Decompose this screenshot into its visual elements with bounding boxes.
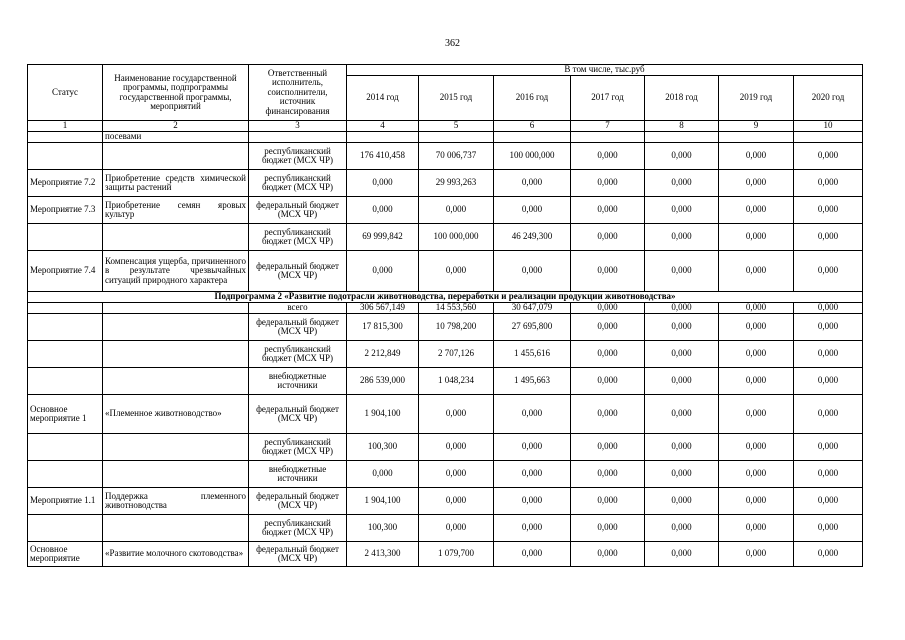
value-cell (719, 132, 794, 143)
name-cell (103, 143, 249, 170)
name-cell (103, 368, 249, 395)
value-cell: 2 212,849 (347, 341, 419, 368)
table-row (28, 197, 863, 224)
column-number: 7 (571, 121, 645, 132)
value-cell: 0,000 (794, 488, 863, 515)
value-cell: 0,000 (794, 314, 863, 341)
table-row (28, 251, 863, 292)
value-cell: 0,000 (719, 251, 794, 292)
budget-table (27, 64, 863, 567)
name-cell (103, 341, 249, 368)
status-cell (28, 341, 103, 368)
value-cell: 0,000 (719, 395, 794, 434)
value-cell: 0,000 (571, 170, 645, 197)
column-number: 3 (249, 121, 347, 132)
value-cell: 0,000 (794, 224, 863, 251)
value-cell: 0,000 (347, 461, 419, 488)
value-cell: 0,000 (645, 542, 719, 567)
value-cell: 30 647,079 (494, 303, 571, 314)
value-cell: 0,000 (645, 224, 719, 251)
column-number: 8 (645, 121, 719, 132)
source-cell: федеральный бюджет (МСХ ЧР) (249, 314, 347, 341)
value-cell: 1 079,700 (419, 542, 494, 567)
header-year: 2018 год (645, 76, 719, 121)
table-row (28, 488, 863, 515)
value-cell (645, 132, 719, 143)
table-row (28, 434, 863, 461)
value-cell: 0,000 (494, 170, 571, 197)
column-number: 2 (103, 121, 249, 132)
status-cell (28, 515, 103, 542)
value-cell: 100,300 (347, 515, 419, 542)
status-cell: Мероприятие 1.1 (28, 488, 103, 515)
value-cell: 1 495,663 (494, 368, 571, 395)
value-cell (571, 132, 645, 143)
value-cell: 0,000 (645, 368, 719, 395)
value-cell: 1 904,100 (347, 488, 419, 515)
value-cell: 70 006,737 (419, 143, 494, 170)
name-cell (103, 434, 249, 461)
name-cell: посевами (103, 132, 249, 143)
column-number: 4 (347, 121, 419, 132)
header-responsible: Ответственный исполнитель, соисполнители, источник финансирования (249, 65, 347, 121)
value-cell: 0,000 (571, 197, 645, 224)
value-cell: 14 553,560 (419, 303, 494, 314)
status-cell (28, 461, 103, 488)
header-year: 2020 год (794, 76, 863, 121)
value-cell: 0,000 (719, 224, 794, 251)
value-cell: 0,000 (571, 224, 645, 251)
value-cell: 0,000 (419, 515, 494, 542)
value-cell: 0,000 (571, 314, 645, 341)
table-row (28, 303, 863, 314)
page-number: 362 (445, 38, 460, 49)
value-cell: 176 410,458 (347, 143, 419, 170)
value-cell: 0,000 (571, 434, 645, 461)
value-cell: 0,000 (794, 303, 863, 314)
header-name: Наименование государственной программы, подпрограммы государственной программы, мероприятий (103, 65, 249, 121)
source-cell: федеральный бюджет (МСХ ЧР) (249, 251, 347, 292)
value-cell: 0,000 (794, 197, 863, 224)
value-cell: 0,000 (794, 368, 863, 395)
value-cell: 306 567,149 (347, 303, 419, 314)
value-cell: 0,000 (719, 542, 794, 567)
value-cell: 0,000 (494, 197, 571, 224)
value-cell: 0,000 (645, 434, 719, 461)
value-cell: 0,000 (645, 197, 719, 224)
source-cell: федеральный бюджет (МСХ ЧР) (249, 488, 347, 515)
value-cell: 0,000 (645, 303, 719, 314)
name-cell (103, 224, 249, 251)
value-cell: 0,000 (719, 515, 794, 542)
table-row (28, 143, 863, 170)
value-cell: 0,000 (794, 434, 863, 461)
value-cell: 0,000 (794, 143, 863, 170)
source-cell: республиканский бюджет (МСХ ЧР) (249, 341, 347, 368)
table-row (28, 395, 863, 434)
status-cell (28, 132, 103, 143)
status-cell: Мероприятие 7.2 (28, 170, 103, 197)
name-cell: «Развитие молочного скотоводства» (103, 542, 249, 567)
value-cell: 0,000 (347, 170, 419, 197)
value-cell: 0,000 (719, 488, 794, 515)
value-cell: 1 455,616 (494, 341, 571, 368)
value-cell: 0,000 (719, 303, 794, 314)
value-cell: 0,000 (419, 395, 494, 434)
source-cell (249, 132, 347, 143)
name-cell (103, 461, 249, 488)
value-cell: 0,000 (571, 143, 645, 170)
table-row (28, 341, 863, 368)
value-cell: 0,000 (419, 251, 494, 292)
value-cell: 0,000 (645, 461, 719, 488)
source-cell: республиканский бюджет (МСХ ЧР) (249, 143, 347, 170)
name-cell (103, 303, 249, 314)
value-cell: 0,000 (571, 341, 645, 368)
column-number: 6 (494, 121, 571, 132)
value-cell: 0,000 (794, 251, 863, 292)
name-cell: Поддержка племенного животноводства (103, 488, 249, 515)
value-cell: 1 904,100 (347, 395, 419, 434)
status-cell (28, 314, 103, 341)
value-cell: 0,000 (494, 434, 571, 461)
value-cell: 286 539,000 (347, 368, 419, 395)
value-cell: 0,000 (419, 461, 494, 488)
value-cell: 100,300 (347, 434, 419, 461)
value-cell: 0,000 (719, 197, 794, 224)
value-cell: 0,000 (494, 515, 571, 542)
value-cell: 0,000 (571, 488, 645, 515)
value-cell (347, 132, 419, 143)
value-cell: 17 815,300 (347, 314, 419, 341)
source-cell: республиканский бюджет (МСХ ЧР) (249, 170, 347, 197)
value-cell: 0,000 (719, 434, 794, 461)
value-cell: 0,000 (794, 515, 863, 542)
value-cell: 0,000 (645, 314, 719, 341)
status-cell (28, 368, 103, 395)
source-cell: республиканский бюджет (МСХ ЧР) (249, 224, 347, 251)
value-cell: 46 249,300 (494, 224, 571, 251)
table-row (28, 368, 863, 395)
name-cell: Компенсация ущерба, причиненного в результате чрезвычайных ситуаций природного характера (103, 251, 249, 292)
source-cell: всего (249, 303, 347, 314)
source-cell: внебюджетные источники (249, 461, 347, 488)
column-number: 5 (419, 121, 494, 132)
value-cell: 0,000 (494, 251, 571, 292)
column-numbers-row (28, 121, 863, 132)
value-cell: 69 999,842 (347, 224, 419, 251)
value-cell: 0,000 (419, 488, 494, 515)
value-cell: 0,000 (494, 488, 571, 515)
value-cell: 0,000 (571, 542, 645, 567)
value-cell (794, 132, 863, 143)
status-cell (28, 224, 103, 251)
status-cell: Мероприятие 7.3 (28, 197, 103, 224)
value-cell: 1 048,234 (419, 368, 494, 395)
subprogram-title: Подпрограмма 2 «Развитие подотрасли животноводства, переработки и реализации продукции животноводства» (28, 292, 863, 303)
table-row (28, 461, 863, 488)
value-cell: 0,000 (794, 542, 863, 567)
value-cell: 0,000 (419, 434, 494, 461)
value-cell: 0,000 (571, 461, 645, 488)
value-cell: 0,000 (719, 461, 794, 488)
value-cell: 0,000 (494, 542, 571, 567)
subprogram-row (28, 292, 863, 303)
value-cell: 29 993,263 (419, 170, 494, 197)
value-cell: 0,000 (419, 197, 494, 224)
header-row (28, 65, 863, 76)
value-cell: 2 413,300 (347, 542, 419, 567)
status-cell: Основное мероприятие 1 (28, 395, 103, 434)
value-cell: 2 707,126 (419, 341, 494, 368)
status-cell (28, 303, 103, 314)
source-cell: внебюджетные источники (249, 368, 347, 395)
value-cell: 0,000 (794, 395, 863, 434)
name-cell (103, 515, 249, 542)
value-cell (419, 132, 494, 143)
value-cell: 27 695,800 (494, 314, 571, 341)
value-cell: 100 000,000 (494, 143, 571, 170)
table-row (28, 314, 863, 341)
source-cell: республиканский бюджет (МСХ ЧР) (249, 515, 347, 542)
value-cell: 0,000 (645, 143, 719, 170)
column-number: 10 (794, 121, 863, 132)
source-cell: федеральный бюджет (МСХ ЧР) (249, 197, 347, 224)
value-cell: 0,000 (571, 368, 645, 395)
name-cell: «Племенное животноводство» (103, 395, 249, 434)
header-year: 2019 год (719, 76, 794, 121)
column-number: 9 (719, 121, 794, 132)
value-cell: 0,000 (794, 170, 863, 197)
header-year: 2015 год (419, 76, 494, 121)
value-cell: 100 000,000 (419, 224, 494, 251)
value-cell: 0,000 (645, 170, 719, 197)
value-cell: 0,000 (794, 461, 863, 488)
value-cell: 0,000 (571, 303, 645, 314)
header-including: В том числе, тыс.руб (347, 65, 863, 76)
value-cell: 0,000 (571, 395, 645, 434)
value-cell (494, 132, 571, 143)
table-row (28, 170, 863, 197)
table-row (28, 515, 863, 542)
header-year: 2014 год (347, 76, 419, 121)
value-cell: 0,000 (794, 341, 863, 368)
name-cell: Приобретение средств химической защиты растений (103, 170, 249, 197)
value-cell: 0,000 (645, 341, 719, 368)
column-number: 1 (28, 121, 103, 132)
source-cell: федеральный бюджет (МСХ ЧР) (249, 542, 347, 567)
value-cell: 0,000 (571, 251, 645, 292)
table-row (28, 542, 863, 567)
value-cell: 0,000 (571, 515, 645, 542)
value-cell: 10 798,200 (419, 314, 494, 341)
name-cell: Приобретение семян яровых культур (103, 197, 249, 224)
table-row (28, 224, 863, 251)
value-cell: 0,000 (719, 341, 794, 368)
header-year: 2016 год (494, 76, 571, 121)
header-year: 2017 год (571, 76, 645, 121)
status-cell (28, 143, 103, 170)
name-cell (103, 314, 249, 341)
value-cell: 0,000 (719, 368, 794, 395)
source-cell: республиканский бюджет (МСХ ЧР) (249, 434, 347, 461)
status-cell: Мероприятие 7.4 (28, 251, 103, 292)
value-cell: 0,000 (645, 515, 719, 542)
value-cell: 0,000 (494, 461, 571, 488)
value-cell: 0,000 (719, 170, 794, 197)
value-cell: 0,000 (645, 395, 719, 434)
header-status: Статус (28, 65, 103, 121)
status-cell: Основное мероприятие (28, 542, 103, 567)
value-cell: 0,000 (719, 314, 794, 341)
value-cell: 0,000 (645, 251, 719, 292)
value-cell: 0,000 (719, 143, 794, 170)
table-row (28, 132, 863, 143)
value-cell: 0,000 (645, 488, 719, 515)
value-cell: 0,000 (347, 197, 419, 224)
status-cell (28, 434, 103, 461)
value-cell: 0,000 (347, 251, 419, 292)
source-cell: федеральный бюджет (МСХ ЧР) (249, 395, 347, 434)
value-cell: 0,000 (494, 395, 571, 434)
